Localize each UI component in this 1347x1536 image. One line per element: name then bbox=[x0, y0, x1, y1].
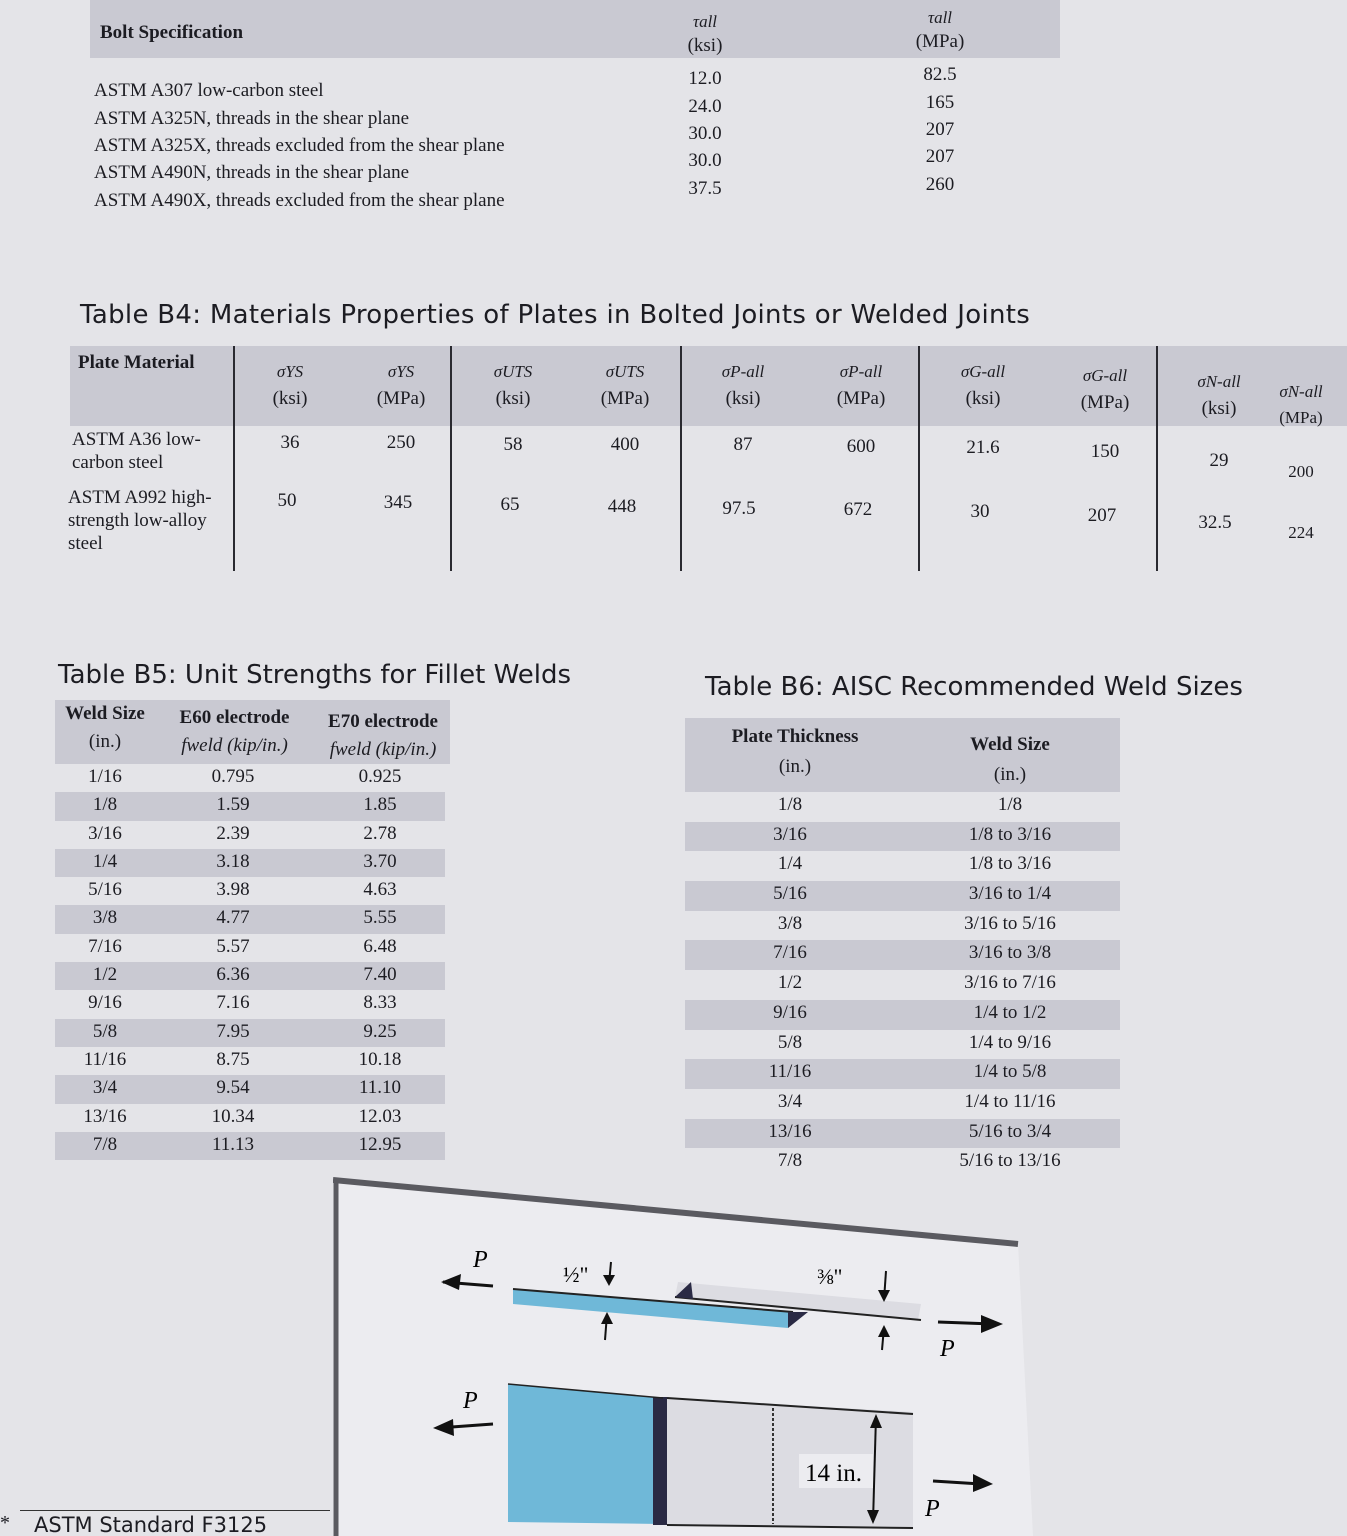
bolt-table bbox=[90, 0, 1060, 211]
plate-material-header: Plate Material bbox=[78, 352, 195, 373]
weld-size-cell: 3/16 to 5/16 bbox=[964, 912, 1056, 934]
weld-size-row bbox=[685, 881, 1120, 911]
plate-thickness-cell: 13/16 bbox=[768, 1120, 812, 1142]
col-symbol: σG-all bbox=[1082, 366, 1128, 385]
weld-size-cell: 5/16 to 13/16 bbox=[959, 1150, 1061, 1172]
plate-value: 97.5 bbox=[722, 498, 756, 519]
plate-thickness-header bbox=[715, 722, 875, 782]
weld-size-cell: 3/16 to 3/8 bbox=[968, 942, 1052, 964]
plate-value: 87 bbox=[733, 434, 753, 455]
col-unit: (ksi) bbox=[1201, 398, 1237, 419]
e60-cell: 8.75 bbox=[216, 1048, 250, 1070]
plate-value: 32.5 bbox=[1198, 512, 1232, 533]
weld-size-row bbox=[685, 940, 1120, 970]
bolt-name: ASTM A490N, threads in the shear plane bbox=[94, 162, 410, 183]
plate-value: 58 bbox=[503, 434, 523, 455]
fillet-weld-row bbox=[55, 821, 445, 849]
e70-cell: 6.48 bbox=[363, 935, 397, 957]
e60-cell: 0.795 bbox=[211, 766, 255, 787]
bolt-mpa: 165 bbox=[925, 92, 955, 113]
weld-size-row bbox=[685, 822, 1120, 852]
table-b4-title: Table B4: Materials Properties of Plates in Bolted Joints or Welded Joints bbox=[80, 300, 1031, 330]
plate-value: 50 bbox=[277, 490, 297, 511]
e60-cell: 10.34 bbox=[211, 1105, 255, 1127]
weld-size-row bbox=[685, 911, 1120, 941]
col-header bbox=[928, 346, 1038, 410]
fillet-weld-row bbox=[55, 792, 445, 820]
plate-thickness-cell: 7/8 bbox=[777, 1150, 803, 1172]
fillet-weld-row bbox=[55, 962, 445, 990]
col-symbol: σYS bbox=[387, 362, 415, 381]
weld-size-row bbox=[685, 1030, 1120, 1060]
weld-size-cell: 5/16 to 3/4 bbox=[968, 1120, 1052, 1142]
weld-size-row bbox=[685, 970, 1120, 1000]
weld-size-row bbox=[685, 792, 1120, 822]
plate-thickness-cell: 1/4 bbox=[777, 853, 803, 875]
weld-size-col-label: Weld Size bbox=[970, 734, 1050, 755]
tau-ksi-header bbox=[660, 10, 750, 58]
bolt-mpa: 82.5 bbox=[923, 64, 957, 85]
col-header bbox=[458, 346, 568, 410]
fillet-weld-table bbox=[55, 700, 455, 1160]
col-header bbox=[346, 346, 456, 410]
col-unit: (MPa) bbox=[836, 388, 886, 409]
e70-cell: 9.25 bbox=[363, 1020, 397, 1042]
fillet-weld-row bbox=[55, 934, 445, 962]
weld-size-cell: 1/8 bbox=[92, 794, 118, 816]
col-symbol: σN-all bbox=[1279, 382, 1323, 401]
weld-size-cell: 1/4 to 5/8 bbox=[973, 1061, 1047, 1083]
col-unit: (ksi) bbox=[272, 388, 308, 409]
weld-size-row bbox=[685, 1089, 1120, 1119]
col-symbol: σYS bbox=[276, 362, 304, 381]
plate-thickness-cell: 5/16 bbox=[773, 883, 807, 905]
e70-label: E70 electrode bbox=[328, 711, 438, 732]
plate-material-name: ASTM A36 low-carbon steel bbox=[72, 429, 201, 473]
weld-size-cell: 7/16 bbox=[88, 935, 122, 957]
col-header bbox=[570, 346, 680, 410]
weld-size-row bbox=[685, 1119, 1120, 1149]
width-label: 14 in. bbox=[805, 1460, 862, 1487]
weld-size-header bbox=[55, 700, 155, 756]
weld-size-cell: 3/8 bbox=[92, 907, 118, 929]
plate-value: 65 bbox=[500, 494, 520, 515]
plate-thickness-cell: 1/8 bbox=[777, 794, 803, 815]
fillet-weld-row bbox=[55, 905, 445, 933]
weld-size-cell: 3/16 to 7/16 bbox=[964, 972, 1056, 994]
left-plate-top-view bbox=[508, 1384, 663, 1524]
tau-ksi-unit: (ksi) bbox=[687, 35, 723, 56]
e70-unit: fweld (kip/in.) bbox=[329, 739, 437, 760]
fillet-weld-row bbox=[55, 1047, 445, 1075]
column-divider bbox=[918, 346, 920, 571]
col-symbol: σP-all bbox=[721, 362, 765, 381]
bolt-ksi: 12.0 bbox=[688, 68, 722, 89]
plate-value: 400 bbox=[610, 434, 640, 455]
fillet-weld-row bbox=[55, 849, 445, 877]
weld-size-cell: 1/2 bbox=[92, 964, 118, 986]
col-symbol: σUTS bbox=[605, 362, 645, 381]
plate-thickness-cell: 3/16 bbox=[773, 823, 807, 845]
weld-size-cell: 1/8 bbox=[997, 794, 1023, 815]
bolt-mpa: 207 bbox=[925, 146, 955, 167]
col-unit: (MPa) bbox=[1279, 408, 1323, 427]
col-symbol: σUTS bbox=[493, 362, 533, 381]
plate-value: 36 bbox=[280, 432, 300, 453]
plate-material-table bbox=[70, 346, 1347, 586]
weld-size-cell: 3/16 to 1/4 bbox=[968, 883, 1052, 905]
weld-size-unit: (in.) bbox=[88, 731, 122, 752]
plate-value: 207 bbox=[1087, 505, 1117, 526]
bolt-name: ASTM A325N, threads in the shear plane bbox=[94, 108, 410, 129]
weld-size-cell: 1/4 to 11/16 bbox=[964, 1090, 1056, 1112]
weld-size-cell: 1/4 bbox=[92, 850, 118, 872]
weld-size-row bbox=[685, 1059, 1120, 1089]
weld-size-row bbox=[685, 1000, 1120, 1030]
e60-cell: 11.13 bbox=[211, 1133, 255, 1155]
plate-value: 200 bbox=[1288, 462, 1314, 481]
col-header bbox=[806, 346, 916, 410]
plate-thickness-cell: 9/16 bbox=[773, 1001, 807, 1023]
plate-value: 29 bbox=[1209, 450, 1229, 471]
e60-cell: 3.18 bbox=[216, 850, 250, 872]
weld-size-cell: 1/16 bbox=[88, 766, 122, 787]
weld-size-cell: 1/8 to 3/16 bbox=[968, 823, 1052, 845]
bolt-mpa: 207 bbox=[925, 119, 955, 140]
load-label-left-top: P bbox=[463, 1388, 478, 1414]
col-header bbox=[235, 346, 345, 410]
e70-cell: 10.18 bbox=[358, 1048, 402, 1070]
e60-cell: 4.77 bbox=[216, 907, 250, 929]
plate-value: 600 bbox=[846, 436, 876, 457]
fillet-weld-row bbox=[55, 1019, 445, 1047]
col-unit: (MPa) bbox=[376, 388, 426, 409]
col-header bbox=[1050, 350, 1160, 414]
weld-size-cell: 9/16 bbox=[88, 992, 122, 1014]
weld-size-cell: 3/4 bbox=[92, 1077, 118, 1099]
fillet-weld-row bbox=[55, 877, 445, 905]
e70-cell: 2.78 bbox=[363, 822, 397, 844]
plate-thickness-label: Plate Thickness bbox=[731, 726, 859, 747]
weld-size-col-unit: (in.) bbox=[993, 764, 1027, 785]
e70-header bbox=[313, 708, 453, 764]
e60-header bbox=[167, 704, 302, 760]
e60-cell: 3.98 bbox=[216, 879, 250, 901]
weld-size-cell: 5/8 bbox=[92, 1020, 118, 1042]
footnote-text: ASTM Standard F3125 bbox=[34, 1513, 268, 1536]
col-symbol: σP-all bbox=[839, 362, 883, 381]
plate-thickness-cell: 3/8 bbox=[777, 912, 803, 934]
weld-size-cell: 1/8 to 3/16 bbox=[968, 853, 1052, 875]
e60-label: E60 electrode bbox=[179, 707, 290, 728]
e60-cell: 5.57 bbox=[216, 935, 250, 957]
col-header bbox=[1255, 366, 1347, 428]
thickness-left-label: ½" bbox=[563, 1262, 589, 1287]
bolt-ksi: 37.5 bbox=[688, 178, 722, 199]
weld-size-table bbox=[685, 718, 1120, 1178]
col-symbol: σN-all bbox=[1197, 372, 1241, 391]
fillet-weld-row bbox=[55, 990, 445, 1018]
column-divider bbox=[680, 346, 682, 571]
table-b6-title: Table B6: AISC Recommended Weld Sizes bbox=[705, 672, 1243, 702]
fillet-weld-row bbox=[55, 1075, 445, 1103]
col-header bbox=[688, 346, 798, 410]
fillet-weld-row bbox=[55, 1132, 445, 1160]
plate-value: 672 bbox=[843, 499, 873, 520]
col-unit: (ksi) bbox=[495, 388, 531, 409]
bolt-table-header bbox=[90, 0, 1060, 58]
plate-thickness-cell: 11/16 bbox=[768, 1061, 812, 1083]
weld-size-rows bbox=[685, 792, 1120, 1178]
tau-mpa-symbol: τall bbox=[927, 8, 953, 27]
weld-size-cell: 11/16 bbox=[83, 1048, 127, 1070]
plate-value: 345 bbox=[383, 492, 413, 513]
bolt-spec-header: Bolt Specification bbox=[100, 22, 244, 43]
bolt-row bbox=[90, 174, 1060, 218]
plate-material-name: ASTM A992 high-strength low-alloy steel bbox=[68, 487, 212, 554]
col-unit: (ksi) bbox=[965, 388, 1001, 409]
footnote-rule bbox=[20, 1510, 330, 1511]
weld-size-cell: 5/16 bbox=[88, 879, 122, 901]
col-unit: (MPa) bbox=[1080, 392, 1130, 413]
bolt-name: ASTM A307 low-carbon steel bbox=[94, 80, 324, 101]
plate-thickness-cell: 5/8 bbox=[777, 1031, 803, 1053]
e70-cell: 7.40 bbox=[363, 964, 397, 986]
plate-value: 448 bbox=[607, 496, 637, 517]
col-symbol: σG-all bbox=[960, 362, 1006, 381]
bolt-ksi: 30.0 bbox=[688, 150, 722, 171]
e60-cell: 1.59 bbox=[216, 794, 250, 816]
weld-size-col-header bbox=[920, 730, 1100, 790]
plate-thickness-unit: (in.) bbox=[778, 756, 812, 777]
weld-size-cell: 1/4 to 9/16 bbox=[968, 1031, 1052, 1053]
fillet-weld-header bbox=[55, 700, 450, 764]
lap-joint-figure bbox=[333, 1172, 1033, 1536]
bolt-name: ASTM A490X, threads excluded from the shear plane bbox=[94, 190, 505, 211]
load-label-right-top: P bbox=[925, 1496, 940, 1522]
tau-mpa-unit: (MPa) bbox=[915, 31, 965, 52]
footnote-star: * bbox=[0, 1512, 10, 1534]
col-unit: (ksi) bbox=[725, 388, 761, 409]
weld-size-cell: 3/16 bbox=[88, 822, 122, 844]
e70-cell: 5.55 bbox=[363, 907, 397, 929]
e60-cell: 9.54 bbox=[216, 1077, 250, 1099]
e70-cell: 0.925 bbox=[358, 766, 402, 787]
load-label-left: P bbox=[473, 1247, 488, 1273]
fillet-weld-row bbox=[55, 764, 445, 792]
weld-size-label: Weld Size bbox=[65, 703, 145, 724]
col-unit: (MPa) bbox=[600, 388, 650, 409]
bolt-mpa: 260 bbox=[925, 174, 955, 195]
e70-cell: 11.10 bbox=[358, 1077, 402, 1099]
weld-size-cell: 7/8 bbox=[92, 1133, 118, 1155]
e70-cell: 12.95 bbox=[358, 1133, 402, 1155]
plate-value: 30 bbox=[970, 501, 990, 522]
plate-value: 250 bbox=[386, 432, 416, 453]
weld-size-row bbox=[685, 851, 1120, 881]
tau-ksi-symbol: τall bbox=[692, 12, 718, 31]
plate-value: 224 bbox=[1288, 523, 1314, 542]
e60-cell: 2.39 bbox=[216, 822, 250, 844]
e70-cell: 4.63 bbox=[363, 879, 397, 901]
bolt-name: ASTM A325X, threads excluded from the shear plane bbox=[94, 135, 505, 156]
weld-size-cell: 1/4 to 1/2 bbox=[973, 1001, 1047, 1023]
e70-cell: 1.85 bbox=[363, 794, 397, 816]
e70-cell: 3.70 bbox=[363, 850, 397, 872]
fillet-weld-rows bbox=[55, 764, 455, 1160]
e60-cell: 6.36 bbox=[216, 964, 250, 986]
load-label-right: P bbox=[940, 1336, 955, 1362]
plate-value: 21.6 bbox=[966, 437, 1000, 458]
e60-unit: fweld (kip/in.) bbox=[181, 735, 288, 756]
plate-thickness-cell: 1/2 bbox=[777, 972, 803, 994]
e70-cell: 8.33 bbox=[363, 992, 397, 1014]
weld-size-cell: 13/16 bbox=[83, 1105, 127, 1127]
e70-cell: 12.03 bbox=[358, 1105, 402, 1127]
fillet-weld-row bbox=[55, 1104, 445, 1132]
weld-line-top-view bbox=[653, 1397, 667, 1525]
bolt-ksi: 30.0 bbox=[688, 123, 722, 144]
table-b5-title: Table B5: Unit Strengths for Fillet Welds bbox=[58, 660, 572, 690]
bolt-ksi: 24.0 bbox=[688, 96, 722, 117]
e60-cell: 7.95 bbox=[216, 1020, 250, 1042]
e60-cell: 7.16 bbox=[216, 992, 250, 1014]
plate-thickness-cell: 3/4 bbox=[777, 1090, 803, 1112]
weld-size-table-header bbox=[685, 718, 1120, 792]
plate-value: 150 bbox=[1090, 441, 1120, 462]
tau-mpa-header bbox=[890, 6, 990, 54]
plate-thickness-cell: 7/16 bbox=[773, 942, 807, 964]
thickness-right-label: ⅜" bbox=[817, 1264, 843, 1289]
